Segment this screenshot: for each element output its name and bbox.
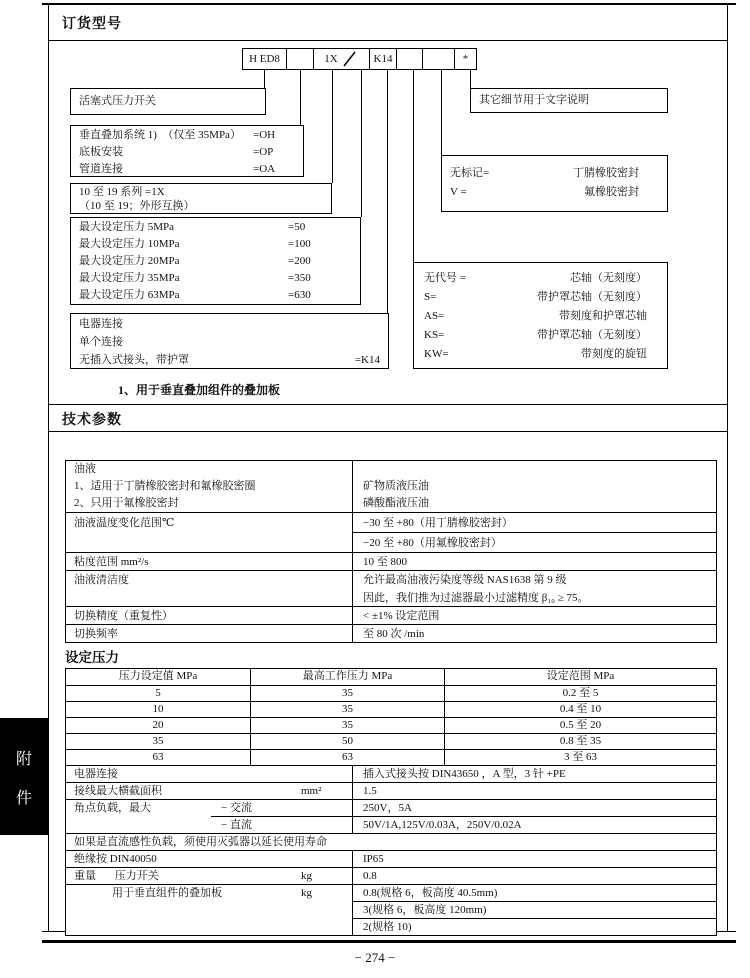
- weight-label: 重量: [74, 870, 96, 882]
- option-label: 电器连接: [79, 318, 123, 330]
- fluid-value-2: 磷酸酯液压油: [363, 497, 429, 509]
- code-text: H ED8: [249, 53, 280, 65]
- table-row-temperature: [66, 512, 716, 552]
- table-cell: 35: [66, 734, 251, 749]
- table-cell: [66, 553, 353, 570]
- table-cell: [66, 868, 353, 884]
- seal-code: 无标记=: [450, 167, 490, 179]
- weight-item-label: 用于垂直组件的叠加板: [112, 887, 222, 899]
- table-cell: 35: [251, 686, 445, 701]
- unit-label: mm²: [301, 785, 322, 797]
- page-left-border: [48, 3, 49, 931]
- table-cell: IP65: [363, 853, 384, 865]
- set-pressure-title: 设定压力: [65, 650, 119, 665]
- option-code: =OP: [253, 146, 274, 158]
- table-cell: [353, 513, 716, 552]
- ac-dc-values: [353, 800, 716, 833]
- table-row-cleanliness: [66, 570, 716, 606]
- viscosity-label: 粘度范围 mm²/s: [74, 556, 149, 568]
- temp-value-fkm: −20 至 +80（用氟橡胶密封）: [363, 537, 502, 549]
- table-cell: 63: [66, 750, 251, 765]
- series-line: （10 至 19；外形互换）: [79, 200, 195, 212]
- unit-label: kg: [301, 887, 312, 899]
- table-row-accuracy: [66, 606, 716, 624]
- row-contact-load: [66, 799, 716, 833]
- fluid-label: 油液: [74, 463, 96, 475]
- table-cell: [66, 571, 353, 606]
- other-details-label: 其它细节用于文字说明: [479, 94, 589, 106]
- spindle-label: 带刻度的旋钮: [581, 348, 647, 360]
- slash-icon: [341, 50, 359, 68]
- table-cell: [353, 461, 716, 512]
- table-cell: [66, 461, 353, 512]
- spindle-label: 带护罩芯轴（无刻度）: [537, 291, 647, 303]
- seal-label: 丁腈橡胶密封: [573, 167, 639, 179]
- option-label: 最大设定压力 10MPa: [79, 238, 180, 250]
- row-label: 接线最大横截面积: [74, 785, 162, 797]
- spindle-code: AS=: [424, 310, 445, 322]
- option-code: =OH: [253, 129, 276, 141]
- weight-item-label: 压力开关: [114, 870, 159, 882]
- page-top-border: [42, 3, 736, 5]
- table-cell: 5: [66, 686, 251, 701]
- option-code: =50: [288, 221, 306, 233]
- spindle-label: 带护罩芯轴（无刻度）: [537, 329, 647, 341]
- pressure-data-row: [66, 749, 716, 765]
- table-cell: [353, 553, 716, 570]
- ac-sublabel: − 交流: [211, 800, 352, 817]
- section-title-tech-params: 技术参数: [62, 413, 122, 428]
- dc-note-text: 如果是直流感性负载，须使用灭弧器以延长使用寿命: [74, 836, 327, 848]
- other-details-box: [470, 88, 668, 113]
- option-code: =OA: [253, 163, 276, 175]
- table-cell: 0.8 至 35: [559, 735, 602, 747]
- connector-line: [413, 69, 414, 262]
- row-electrical-connection: [66, 765, 716, 782]
- code-box-connector: [369, 48, 397, 70]
- option-label: 最大设定压力 63MPa: [79, 289, 180, 301]
- code-text: *: [462, 53, 469, 65]
- header-band-bottom-border: [48, 40, 728, 41]
- table-cell: 35: [251, 718, 445, 733]
- seal-code: V =: [450, 186, 467, 198]
- row-label: 角点负载，最大: [74, 802, 151, 814]
- code-box-blank-3: [422, 48, 455, 70]
- pressure-header-row: [66, 669, 716, 685]
- table-cell: 插入式接头按 DIN43650 ，A 型，3 针 +PE: [363, 768, 566, 780]
- table-row-frequency: [66, 624, 716, 642]
- option-code: =K14: [354, 354, 380, 366]
- table-cell: [66, 800, 353, 833]
- fluid-value-blank: [363, 461, 716, 478]
- row-weight-plate: [66, 884, 716, 935]
- series-line: 10 至 19 系列 =1X: [79, 186, 165, 198]
- table-cell: 50: [251, 734, 445, 749]
- option-code: =200: [288, 255, 311, 267]
- spindle-code: KS=: [424, 329, 445, 341]
- connector-line: [300, 69, 301, 125]
- option-label: 单个连接: [79, 336, 123, 348]
- tech-band-bottom-border: [48, 431, 728, 432]
- table-cell: 35: [251, 702, 445, 717]
- option-label: 最大设定压力 5MPa: [79, 221, 175, 233]
- table-cell: 0.4 至 10: [559, 703, 602, 715]
- table-cell: [66, 625, 353, 642]
- code-box-series-prefix: [242, 48, 287, 70]
- temp-label: 油液温度变化范围℃: [74, 517, 175, 529]
- table-cell: [66, 851, 353, 867]
- spindle-code: KW=: [424, 348, 449, 360]
- spindle-label: 芯轴（无刻度）: [570, 272, 647, 284]
- table-cell: [66, 766, 353, 782]
- connector-line: [264, 69, 265, 88]
- option-label: 垂直叠加系统 1) （仅至 35MPa）: [79, 129, 241, 141]
- spindle-code: S=: [424, 291, 437, 303]
- spindle-code: 无代号 =: [424, 272, 466, 284]
- pressure-data-row: [66, 685, 716, 701]
- piston-switch-label: 活塞式压力开关: [79, 95, 156, 107]
- dc-sublabel: − 直流: [221, 819, 252, 831]
- table-cell: [353, 607, 716, 624]
- dc-value: 50V/1A,125V/0.03A，250V/0.02A: [363, 819, 522, 831]
- option-label: 管道连接: [79, 163, 123, 175]
- table-cell: 0.8: [363, 870, 377, 882]
- appendix-side-tab: [0, 718, 48, 835]
- fluid-note-2: 2、只用于氟橡胶密封: [74, 497, 179, 509]
- side-tab-char-2: 件: [15, 789, 32, 807]
- section-title-ordering: 订货型号: [62, 17, 122, 32]
- seal-label: 氟橡胶密封: [584, 186, 639, 198]
- row-insulation: [66, 850, 716, 867]
- row-cross-section: [66, 782, 716, 799]
- option-label: 最大设定压力 35MPa: [79, 272, 180, 284]
- table-cell: 3 至 63: [564, 751, 597, 763]
- option-code: =630: [288, 289, 311, 301]
- table-cell: 0.5 至 20: [559, 719, 602, 731]
- footnote: 1、用于垂直叠加组件的叠加板: [118, 383, 281, 397]
- accuracy-label: 切换精度（重复性）: [74, 610, 173, 622]
- page-right-border: [727, 3, 728, 931]
- pressure-data-row: [66, 733, 716, 749]
- piston-switch-box: [70, 88, 266, 115]
- weight-value: 2(规格 10): [363, 921, 412, 933]
- code-text: K14: [373, 53, 393, 65]
- model-code-row: [242, 48, 477, 70]
- connector-line: [470, 69, 471, 88]
- set-pressure-table: [65, 668, 717, 936]
- ac-value: 250V，5A: [353, 800, 716, 817]
- series-box: [70, 183, 332, 214]
- electrical-connection-box: [70, 313, 389, 369]
- accuracy-value: < ±1% 设定范围: [363, 610, 440, 622]
- code-box-star: [454, 48, 477, 70]
- connector-line: [387, 69, 388, 313]
- table-cell: 63: [251, 750, 445, 765]
- table-cell: 0.2 至 5: [562, 687, 599, 699]
- ac-dc-sublabels: [211, 800, 352, 833]
- code-text: 1X: [324, 53, 338, 65]
- column-header: 设定范围 MPa: [546, 670, 615, 682]
- fluid-value-1: 矿物质液压油: [363, 480, 429, 492]
- code-box-blank-1: [286, 48, 314, 70]
- table-cell: 1.5: [363, 785, 377, 797]
- seal-box: [441, 155, 668, 212]
- table-cell: [353, 625, 716, 642]
- option-code: =100: [288, 238, 311, 250]
- column-header: 最高工作压力 MPa: [251, 669, 445, 685]
- table-cell: [66, 783, 353, 799]
- max-pressure-box: [70, 217, 361, 305]
- row-dc-note: [66, 833, 716, 850]
- cleanliness-value-1: 允许最高油液污染度等级 NAS1638 第 9 级: [363, 574, 567, 586]
- option-code: =350: [288, 272, 311, 284]
- tech-parameters-table: [65, 460, 717, 643]
- option-label: 无插入式接头，带护罩: [79, 354, 189, 366]
- temp-value-nbr: −30 至 +80（用丁腈橡胶密封）: [353, 513, 716, 533]
- fluid-note-1: 1、适用于丁腈橡胶密封和氟橡胶密圈: [74, 480, 256, 492]
- row-label: 电器连接: [74, 768, 118, 780]
- weight-plate-values: [353, 885, 716, 935]
- viscosity-value: 10 至 800: [363, 556, 407, 568]
- table-row-fluid: [66, 461, 716, 512]
- table-cell: [66, 885, 353, 935]
- table-cell: 10: [66, 702, 251, 717]
- cleanliness-value-2: 因此，我们推为过滤器最小过滤精度 β₁₀ ≥ 75。: [363, 592, 589, 604]
- spindle-label: 带刻度和护罩芯轴: [559, 310, 647, 322]
- frequency-label: 切换频率: [74, 628, 118, 640]
- page-number: − 274 −: [354, 950, 396, 965]
- connector-line: [332, 69, 333, 183]
- table-cell: [66, 607, 353, 624]
- weight-value: 3(规格 6，板高度 120mm): [353, 902, 716, 919]
- weight-value: 0.8(规格 6，板高度 40.5mm): [353, 885, 716, 902]
- unit-label: kg: [301, 870, 312, 882]
- page-bottom-thick-border: [42, 940, 736, 943]
- table-row-viscosity: [66, 552, 716, 570]
- table-cell: 20: [66, 718, 251, 733]
- frequency-value: 至 80 次 /min: [363, 628, 425, 640]
- spindle-box: [413, 262, 668, 369]
- connector-line: [361, 69, 362, 217]
- connector-line: [441, 69, 442, 155]
- row-weight-switch: [66, 867, 716, 884]
- code-box-blank-2: [396, 48, 423, 70]
- side-tab-char-1: 附: [15, 750, 32, 768]
- option-label: 最大设定压力 20MPa: [79, 255, 180, 267]
- cleanliness-label: 油液清洁度: [74, 574, 129, 586]
- pressure-data-row: [66, 701, 716, 717]
- stacking-system-box: [70, 125, 304, 177]
- row-label: 绝缘按 DIN40050: [74, 853, 157, 865]
- code-box-series: [313, 48, 370, 70]
- tech-band-top-border: [48, 404, 728, 405]
- pressure-data-row: [66, 717, 716, 733]
- table-cell: [353, 571, 716, 606]
- table-cell: [66, 513, 353, 552]
- option-label: 底板安装: [79, 146, 123, 158]
- column-header: 压力设定值 MPa: [66, 669, 251, 685]
